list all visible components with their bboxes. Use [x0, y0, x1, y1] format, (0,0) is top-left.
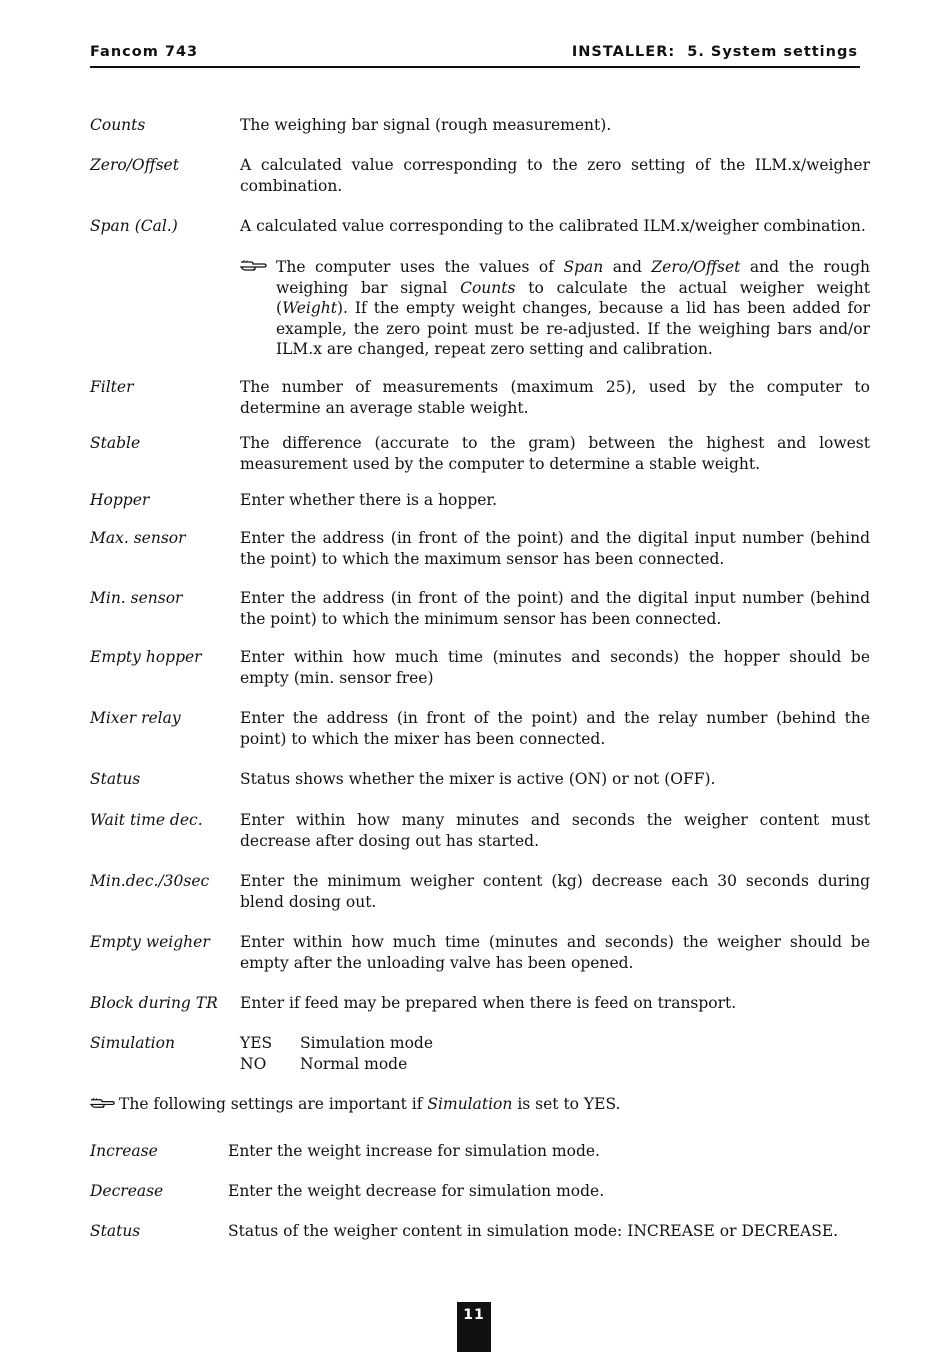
- term-description: A calculated value corresponding to the calibrated ILM.x/weigher combination.: [240, 217, 866, 235]
- term-label: Block during TR: [90, 994, 218, 1012]
- term-description: Enter the address (in front of the point) and the digital input number (behind the point) to which the maximum sensor has been connected.: [240, 529, 870, 568]
- simulation-options: [240, 1033, 870, 1074]
- term-label: Counts: [90, 116, 146, 134]
- note-simulation: [90, 1094, 870, 1115]
- term-label: Filter: [90, 378, 134, 396]
- option-value: Normal mode: [300, 1054, 408, 1073]
- pointing-hand-icon: [240, 258, 268, 274]
- term-label: Min. sensor: [90, 589, 183, 607]
- term-description: Enter the weight increase for simulation mode.: [228, 1142, 600, 1160]
- term-description: The weighing bar signal (rough measurement).: [240, 116, 612, 134]
- term-label: Hopper: [90, 491, 150, 509]
- term-label: Min.dec./30sec: [90, 872, 210, 890]
- term-description: Status of the weigher content in simulation mode: INCREASE or DECREASE.: [228, 1222, 839, 1240]
- pointing-hand-icon: [90, 1096, 116, 1111]
- term-label: Empty weigher: [90, 933, 210, 951]
- option-key: YES: [240, 1034, 273, 1052]
- term-label: Status: [90, 1222, 141, 1240]
- term-label: Decrease: [90, 1182, 164, 1200]
- header-section: INSTALLER: 5. System settings: [571, 44, 858, 60]
- term-description: Enter the weight decrease for simulation mode.: [228, 1182, 605, 1200]
- term-description: Enter whether there is a hopper.: [240, 491, 498, 509]
- term-label: Zero/Offset: [90, 156, 179, 174]
- option-row: [240, 1054, 870, 1075]
- term-description: Enter within how much time (minutes and seconds) the weigher should be empty after the unloading valve has been opened.: [240, 933, 870, 972]
- term-description: Enter within how much time (minutes and seconds) the hopper should be empty (min. sensor free): [240, 648, 870, 687]
- term-label: Empty hopper: [90, 648, 202, 666]
- term-description: Enter the address (in front of the point) and the relay number (behind the point) to which the mixer has been connected.: [240, 709, 870, 748]
- term-description: Status shows whether the mixer is active (ON) or not (OFF).: [240, 770, 716, 788]
- term-description: The difference (accurate to the gram) between the highest and lowest measurement used by the computer to determine a stable weight.: [240, 434, 870, 473]
- term-label: Stable: [90, 434, 141, 452]
- page-number: 11: [457, 1302, 491, 1352]
- term-label: Span (Cal.): [90, 217, 178, 235]
- page-header: [90, 44, 860, 68]
- term-label: Wait time dec.: [90, 811, 203, 829]
- term-label: Increase: [90, 1142, 158, 1160]
- option-row: [240, 1033, 870, 1054]
- note-text: The following settings are important if Simulation is set to YES.: [119, 1095, 621, 1113]
- term-description: Enter if feed may be prepared when there is feed on transport.: [240, 994, 737, 1012]
- term-description: Enter within how many minutes and seconds the weigher content must decrease after dosing out has started.: [240, 811, 870, 850]
- term-description: The number of measurements (maximum 25), used by the computer to determine an average stable weight.: [240, 378, 870, 417]
- option-value: Simulation mode: [300, 1034, 434, 1052]
- header-product: Fancom 743: [90, 44, 199, 60]
- term-label: Status: [90, 770, 141, 788]
- note-text: The computer uses the values of Span and Zero/Offset and the rough weighing bar signal Counts to calculate the actual weigher weight (Weight). If the empty weight changes, because a lid has been added for example, the zero point must be re-adjusted. If the weighing bars and/or ILM.x are changed, repeat zero setting and calibration.: [276, 258, 870, 358]
- term-description: Enter the minimum weigher content (kg) decrease each 30 seconds during blend dosing out.: [240, 872, 870, 911]
- term-label: Simulation: [90, 1034, 175, 1052]
- term-label: Mixer relay: [90, 709, 181, 727]
- term-label: Max. sensor: [90, 529, 186, 547]
- note-span-zero: [240, 257, 870, 360]
- term-description: Enter the address (in front of the point) and the digital input number (behind the point) to which the minimum sensor has been connected.: [240, 589, 870, 628]
- term-description: A calculated value corresponding to the zero setting of the ILM.x/weigher combination.: [240, 156, 870, 195]
- option-key: NO: [240, 1054, 267, 1073]
